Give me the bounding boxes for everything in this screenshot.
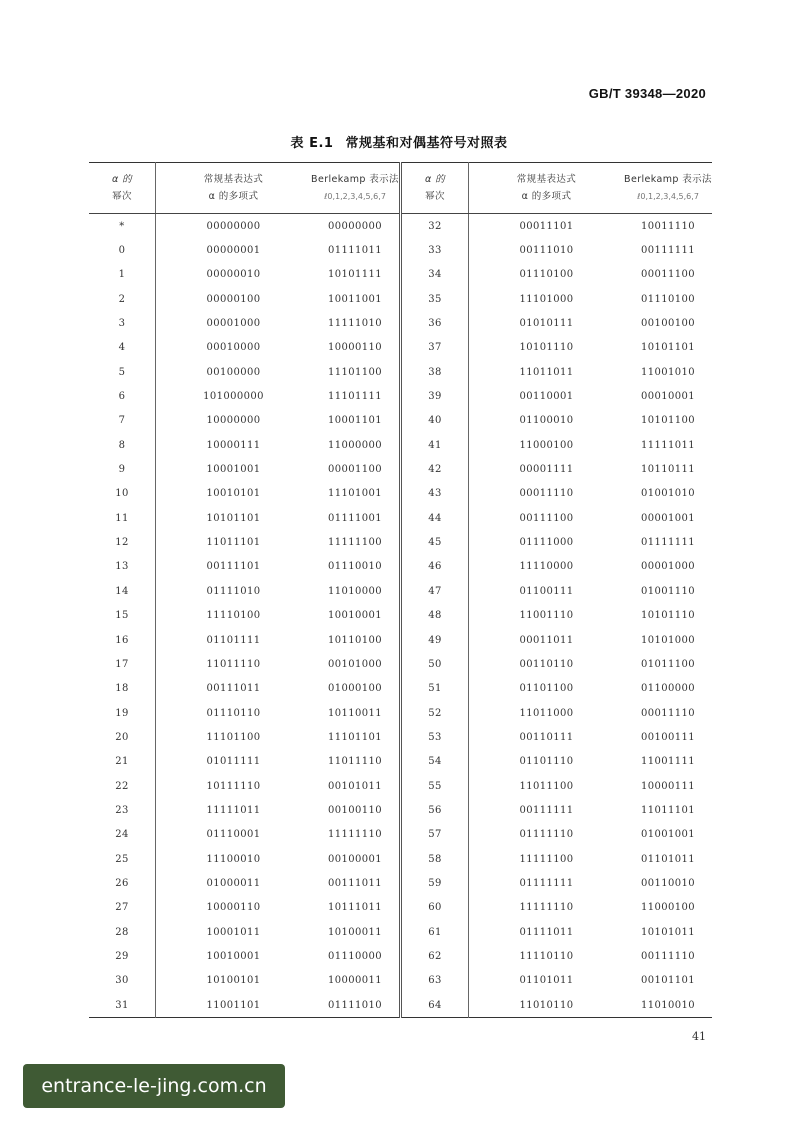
cell-exponent-left: 6 [89,384,156,408]
table-row [89,604,712,628]
cell-exponent-right: 39 [401,384,469,408]
cell-exponent-left: 7 [89,409,156,433]
cell-exponent-left: 14 [89,579,156,603]
cell-exponent-left: 0 [89,238,156,262]
table-row [89,725,712,749]
cell-polynomial-left: 10100101 [206,975,261,987]
cell-berlekamp-right: 00010001 [640,391,696,403]
cell-polynomial-left: 11110100 [206,610,261,622]
header-polynomial-right [469,163,625,214]
cell-exponent-right: 64 [401,993,469,1018]
cell-exponent-right: 46 [401,555,469,579]
cell-berlekamp-left: 10000110 [311,336,401,360]
cell-exponent-right: 51 [401,677,469,701]
cell-berlekamp-left: 11111100 [311,530,401,554]
cell-exponent-right: 43 [401,482,469,506]
cell-berlekamp-right: 10110111 [640,464,696,476]
cell-exponent-right: 54 [401,750,469,774]
cell-polynomial-left: 11011110 [206,658,261,670]
cell-berlekamp-right: 00011110 [640,707,696,719]
cell-exponent-left: 16 [89,628,156,652]
table-body [89,214,712,1018]
cell-exponent-left: 13 [89,555,156,579]
table-row [89,214,712,239]
cell-polynomial-right: 11010110 [519,999,574,1011]
cell-polynomial-right: 00001111 [519,464,574,476]
cell-exponent-right: 33 [401,238,469,262]
cell-exponent-left: 26 [89,871,156,895]
standard-code: GB/T 39348—2020 [588,86,706,101]
cell-exponent-left: 21 [89,750,156,774]
cell-berlekamp-right: 10011110 [640,220,696,232]
header-poly-line1: 常规基表达式 [516,174,577,185]
cell-berlekamp-right: 00011100 [640,269,696,281]
cell-exponent-right: 38 [401,360,469,384]
table-row [89,579,712,603]
cell-polynomial-left: 11101100 [206,731,261,743]
cell-berlekamp-right: 11111011 [640,439,696,451]
table-row [89,969,712,993]
cell-polynomial-right: 00011101 [519,220,574,232]
cell-polynomial-right: 01111110 [519,829,574,841]
table-row [89,774,712,798]
cell-polynomial-left: 10000111 [206,439,261,451]
cell-berlekamp-right: 00100100 [640,318,696,330]
cell-exponent-left: 28 [89,920,156,944]
cell-berlekamp-right: 01001010 [640,488,696,500]
cell-exponent-right: 49 [401,628,469,652]
cell-polynomial-left: 10000110 [206,902,261,914]
header-exp-line2: 幂次 [112,191,132,202]
table-row [89,920,712,944]
table-caption: 常规基和对偶基符号对照表 [345,136,508,151]
cell-berlekamp-left: 00111011 [311,871,401,895]
cell-exponent-left: 15 [89,604,156,628]
cell-polynomial-left: 00000100 [206,293,261,305]
header-exp-line1: α 的 [112,174,132,185]
cell-exponent-left: 30 [89,969,156,993]
cell-berlekamp-left: 01111001 [311,506,401,530]
cell-polynomial-right: 11011000 [519,707,574,719]
table-row [89,336,712,360]
page-number: 41 [692,1030,706,1043]
cell-berlekamp-left: 11011110 [311,750,401,774]
cell-exponent-right: 45 [401,530,469,554]
table-row [89,896,712,920]
cell-exponent-left: 10 [89,482,156,506]
cell-exponent-left: 22 [89,774,156,798]
table-row [89,677,712,701]
symbol-comparison-table [89,162,712,1018]
cell-exponent-right: 61 [401,920,469,944]
cell-berlekamp-right: 11000100 [640,902,696,914]
cell-berlekamp-left: 10110100 [311,628,401,652]
table-row [89,409,712,433]
table-row [89,287,712,311]
table-row [89,360,712,384]
cell-berlekamp-left: 01110000 [311,944,401,968]
table-row [89,993,712,1018]
cell-berlekamp-right: 00001000 [640,561,696,573]
header-exp-line2: 幂次 [425,191,445,202]
cell-berlekamp-right: 10101011 [640,926,696,938]
table-row [89,482,712,506]
cell-berlekamp-left: 00100001 [311,847,401,871]
cell-berlekamp-right: 01001110 [640,585,696,597]
cell-polynomial-right: 11011100 [519,780,574,792]
cell-exponent-left: * [89,214,156,239]
header-exponent-right [401,163,469,214]
cell-exponent-right: 56 [401,798,469,822]
cell-exponent-right: 53 [401,725,469,749]
cell-exponent-right: 57 [401,823,469,847]
cell-berlekamp-left: 00100110 [311,798,401,822]
cell-polynomial-right: 11111110 [519,902,574,914]
table-row [89,701,712,725]
cell-exponent-right: 62 [401,944,469,968]
table-row [89,457,712,481]
cell-polynomial-right: 01100010 [519,415,574,427]
cell-exponent-left: 2 [89,287,156,311]
cell-polynomial-left: 01111010 [206,585,261,597]
watermark-banner: entrance-le-jing.com.cn [23,1064,285,1108]
cell-polynomial-right: 11000100 [519,439,574,451]
table-row [89,823,712,847]
cell-polynomial-left: 00001000 [206,318,261,330]
cell-berlekamp-left: 11111110 [311,823,401,847]
cell-berlekamp-right: 00111111 [640,245,696,257]
cell-polynomial-left: 11100010 [206,853,261,865]
cell-berlekamp-right: 01110100 [640,293,696,305]
table-header-row [89,163,712,214]
header-berl-line1: Berlekamp 表示法 [624,174,712,185]
cell-berlekamp-right: 00100111 [640,731,696,743]
cell-polynomial-left: 10001011 [206,926,261,938]
header-berlekamp-right [624,163,712,214]
cell-polynomial-left: 10010001 [206,950,261,962]
cell-exponent-left: 4 [89,336,156,360]
table-row [89,384,712,408]
cell-berlekamp-left: 11111010 [311,311,401,335]
cell-exponent-right: 34 [401,263,469,287]
cell-berlekamp-right: 10101110 [640,610,696,622]
cell-polynomial-right: 00111100 [519,512,574,524]
cell-exponent-left: 12 [89,530,156,554]
cell-polynomial-right: 11110000 [519,561,574,573]
cell-exponent-right: 41 [401,433,469,457]
cell-berlekamp-left: 01111011 [311,238,401,262]
cell-polynomial-right: 01100111 [519,585,574,597]
table-row [89,263,712,287]
cell-polynomial-left: 00111101 [206,561,261,573]
cell-berlekamp-left: 10101111 [311,263,401,287]
cell-polynomial-left: 00000010 [206,269,261,281]
cell-berlekamp-left: 10111011 [311,896,401,920]
cell-berlekamp-right: 01111111 [640,537,696,549]
cell-polynomial-left: 11011101 [206,537,261,549]
cell-berlekamp-right: 01011100 [640,658,696,670]
cell-exponent-right: 35 [401,287,469,311]
cell-polynomial-right: 01101100 [519,683,574,695]
cell-exponent-right: 36 [401,311,469,335]
table-row [89,652,712,676]
cell-polynomial-right: 00111010 [519,245,574,257]
cell-polynomial-left: 11001101 [206,999,261,1011]
cell-exponent-left: 19 [89,701,156,725]
table-row [89,944,712,968]
cell-exponent-left: 5 [89,360,156,384]
cell-exponent-left: 27 [89,896,156,920]
cell-exponent-right: 50 [401,652,469,676]
cell-polynomial-left: 01011111 [206,756,261,768]
cell-polynomial-right: 01010111 [519,318,574,330]
cell-exponent-left: 17 [89,652,156,676]
cell-polynomial-right: 00011110 [519,488,574,500]
cell-exponent-right: 60 [401,896,469,920]
cell-polynomial-right: 11011011 [519,366,574,378]
header-polynomial-left [156,163,312,214]
cell-berlekamp-left: 10100011 [311,920,401,944]
cell-berlekamp-left: 11101111 [311,384,401,408]
cell-berlekamp-right: 00110010 [640,877,696,889]
header-poly-line1: 常规基表达式 [203,174,264,185]
cell-berlekamp-left: 11000000 [311,433,401,457]
cell-polynomial-right: 11101000 [519,293,574,305]
cell-polynomial-left: 10010101 [206,488,261,500]
cell-polynomial-left: 101000000 [203,391,264,403]
cell-polynomial-left: 10001001 [206,464,261,476]
cell-polynomial-right: 01111011 [519,926,574,938]
cell-exponent-left: 31 [89,993,156,1018]
cell-exponent-right: 55 [401,774,469,798]
cell-berlekamp-left: 00101011 [311,774,401,798]
cell-polynomial-right: 10101110 [519,342,574,354]
cell-berlekamp-right: 11001111 [640,756,696,768]
cell-exponent-right: 32 [401,214,469,239]
header-exponent-left [89,163,156,214]
cell-berlekamp-left: 11101101 [311,725,401,749]
cell-berlekamp-right: 00111110 [640,950,696,962]
cell-berlekamp-right: 10101100 [640,415,696,427]
cell-polynomial-left: 00111011 [206,683,261,695]
cell-polynomial-right: 00110110 [519,658,574,670]
table-row [89,433,712,457]
cell-polynomial-right: 11111100 [519,853,574,865]
table-row [89,506,712,530]
header-exp-line1: α 的 [425,174,445,185]
cell-berlekamp-right: 01100000 [640,683,696,695]
cell-exponent-left: 18 [89,677,156,701]
cell-polynomial-right: 00110111 [519,731,574,743]
cell-berlekamp-right: 11010010 [640,999,696,1011]
cell-berlekamp-left: 11101100 [311,360,401,384]
table-title [0,132,798,151]
cell-berlekamp-right: 10101000 [640,634,696,646]
cell-polynomial-left: 01101111 [206,634,261,646]
header-berl-line2: ℓ0,1,2,3,4,5,6,7 [324,192,386,201]
cell-exponent-left: 9 [89,457,156,481]
cell-polynomial-left: 10111110 [206,780,261,792]
cell-polynomial-left: 00100000 [206,366,261,378]
cell-berlekamp-left: 01000100 [311,677,401,701]
header-berlekamp-left [311,163,401,214]
cell-exponent-right: 52 [401,701,469,725]
table-row [89,871,712,895]
cell-berlekamp-right: 01001001 [640,829,696,841]
cell-berlekamp-right: 00101101 [640,975,696,987]
cell-polynomial-left: 01110110 [206,707,261,719]
header-berl-line1: Berlekamp 表示法 [311,174,399,185]
table-row [89,311,712,335]
cell-exponent-right: 63 [401,969,469,993]
cell-polynomial-left: 10101101 [206,512,261,524]
cell-exponent-left: 20 [89,725,156,749]
cell-exponent-right: 47 [401,579,469,603]
cell-exponent-left: 24 [89,823,156,847]
cell-berlekamp-left: 11101001 [311,482,401,506]
table-row [89,555,712,579]
cell-berlekamp-right: 11011101 [640,804,696,816]
cell-berlekamp-right: 01101011 [640,853,696,865]
cell-exponent-right: 48 [401,604,469,628]
cell-polynomial-right: 01110100 [519,269,574,281]
cell-exponent-right: 37 [401,336,469,360]
cell-polynomial-right: 11110110 [519,950,574,962]
cell-berlekamp-left: 00101000 [311,652,401,676]
cell-polynomial-left: 00010000 [206,342,261,354]
cell-polynomial-right: 01101110 [519,756,574,768]
cell-berlekamp-left: 00000000 [311,214,401,239]
table-row [89,530,712,554]
cell-polynomial-left: 00000001 [206,245,261,257]
table-row [89,798,712,822]
cell-berlekamp-right: 10101101 [640,342,696,354]
header-berl-line2: ℓ0,1,2,3,4,5,6,7 [637,192,699,201]
cell-berlekamp-left: 01111010 [311,993,401,1018]
cell-exponent-left: 29 [89,944,156,968]
cell-polynomial-right: 01111000 [519,537,574,549]
table-number: 表 E.1 [290,136,334,151]
cell-exponent-left: 1 [89,263,156,287]
cell-exponent-left: 11 [89,506,156,530]
cell-berlekamp-right: 10000111 [640,780,696,792]
cell-exponent-left: 23 [89,798,156,822]
cell-polynomial-right: 00011011 [519,634,574,646]
cell-polynomial-left: 01110001 [206,829,261,841]
table-row [89,847,712,871]
cell-berlekamp-left: 10001101 [311,409,401,433]
cell-exponent-right: 59 [401,871,469,895]
cell-exponent-right: 58 [401,847,469,871]
cell-berlekamp-left: 10010001 [311,604,401,628]
cell-polynomial-left: 01000011 [206,877,261,889]
table-row [89,628,712,652]
cell-polynomial-right: 01111111 [519,877,574,889]
cell-berlekamp-right: 00001001 [640,512,696,524]
cell-berlekamp-left: 10000011 [311,969,401,993]
cell-exponent-left: 3 [89,311,156,335]
cell-exponent-right: 42 [401,457,469,481]
cell-berlekamp-left: 10110011 [311,701,401,725]
cell-berlekamp-left: 00001100 [311,457,401,481]
cell-berlekamp-left: 11010000 [311,579,401,603]
cell-polynomial-right: 00111111 [519,804,574,816]
table-row [89,750,712,774]
cell-polynomial-right: 01101011 [519,975,574,987]
table-row [89,238,712,262]
header-poly-line2: α 的多项式 [521,191,572,202]
cell-polynomial-right: 00110001 [519,391,574,403]
cell-exponent-right: 44 [401,506,469,530]
cell-polynomial-left: 11111011 [206,804,261,816]
cell-polynomial-left: 10000000 [206,415,261,427]
cell-polynomial-right: 11001110 [519,610,574,622]
cell-berlekamp-right: 11001010 [640,366,696,378]
cell-exponent-left: 25 [89,847,156,871]
cell-exponent-right: 40 [401,409,469,433]
cell-polynomial-left: 00000000 [206,220,261,232]
header-poly-line2: α 的多项式 [208,191,259,202]
cell-berlekamp-left: 10011001 [311,287,401,311]
cell-exponent-left: 8 [89,433,156,457]
cell-berlekamp-left: 01110010 [311,555,401,579]
